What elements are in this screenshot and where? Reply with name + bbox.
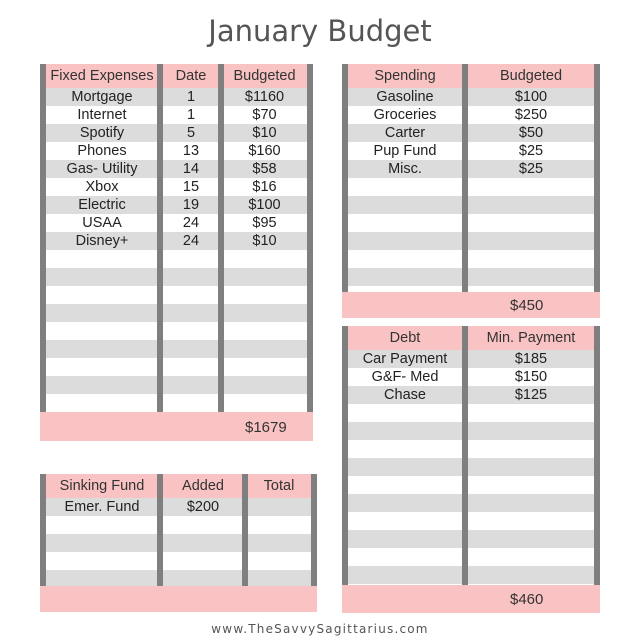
table-cell: Electric (78, 197, 126, 213)
fixed-total: $1679 (245, 419, 287, 436)
row-stripe (342, 268, 600, 286)
table-footer (342, 585, 600, 613)
website-footer: www.TheSavvySagittarius.com (211, 622, 429, 636)
table-footer (342, 292, 600, 318)
row-stripe (40, 286, 313, 304)
table-footer (40, 586, 317, 612)
header-budgeted: Budgeted (499, 68, 563, 84)
row-stripe (342, 422, 600, 440)
debt-table (342, 326, 600, 613)
table-cell: Disney+ (75, 233, 129, 249)
column-divider (40, 474, 46, 586)
header-date: Date (175, 68, 207, 84)
column-divider (311, 474, 317, 586)
table-cell: $95 (252, 215, 277, 231)
table-cell: 15 (182, 179, 200, 195)
table-cell: Mortgage (71, 89, 133, 105)
debt-total: $460 (510, 591, 544, 608)
row-stripe (342, 548, 600, 566)
header-added: Added (182, 478, 224, 494)
row-stripe (40, 552, 317, 570)
table-cell: Misc. (388, 161, 422, 177)
fixed-expenses-table (40, 64, 313, 441)
header-spending: Spending (374, 68, 436, 84)
column-divider (307, 64, 313, 412)
row-stripe (342, 458, 600, 476)
table-cell: $200 (186, 499, 220, 515)
table-header (342, 326, 600, 350)
table-header (40, 474, 317, 498)
column-divider (242, 474, 248, 586)
table-cell: Xbox (85, 179, 119, 195)
table-cell: $150 (514, 369, 548, 385)
table-cell: $100 (248, 197, 281, 213)
table-cell: $100 (514, 89, 548, 105)
table-cell: 19 (182, 197, 200, 213)
table-cell: $250 (514, 107, 548, 123)
table-cell: 1 (186, 89, 196, 105)
table-cell: G&F- Med (371, 369, 439, 385)
row-stripe (342, 196, 600, 214)
row-stripe (40, 570, 317, 586)
table-cell: 13 (182, 143, 200, 159)
header-debt: Debt (389, 330, 421, 346)
sinking-fund-table (40, 474, 317, 612)
table-cell: $58 (252, 161, 277, 177)
row-stripe (342, 476, 600, 494)
header-budgeted: Budgeted (233, 68, 296, 84)
table-cell: Groceries (373, 107, 437, 123)
header-fixed-expenses: Fixed Expenses (50, 68, 154, 84)
row-stripe (40, 322, 313, 340)
row-stripe (342, 214, 600, 232)
row-stripe (342, 494, 600, 512)
spending-total: $450 (510, 297, 544, 314)
table-cell: $25 (518, 143, 544, 159)
column-divider (157, 474, 163, 586)
table-cell: $185 (514, 351, 548, 367)
table-cell: Pup Fund (373, 143, 437, 159)
table-cell: $160 (248, 143, 281, 159)
table-cell: $1160 (244, 89, 285, 105)
table-cell: $125 (514, 387, 548, 403)
header-total: Total (263, 478, 295, 494)
table-cell: Chase (384, 387, 426, 403)
row-stripe (342, 232, 600, 250)
table-cell: Car Payment (362, 351, 448, 367)
table-cell: $10 (252, 125, 277, 141)
row-stripe (40, 304, 313, 322)
table-cell: 14 (182, 161, 200, 177)
header-min-payment: Min. Payment (486, 330, 576, 346)
table-cell: 5 (186, 125, 196, 141)
table-cell: $10 (252, 233, 277, 249)
page-title: January Budget (208, 14, 432, 48)
row-stripe (40, 340, 313, 358)
table-cell: $25 (518, 161, 544, 177)
row-stripe (342, 440, 600, 458)
spending-table (342, 64, 600, 318)
row-stripe (342, 566, 600, 584)
table-cell: 24 (182, 215, 200, 231)
table-cell: USAA (82, 215, 122, 231)
table-cell: Gas- Utility (66, 161, 138, 177)
table-header (342, 64, 600, 88)
row-stripe (342, 512, 600, 530)
row-stripe (40, 394, 313, 412)
row-stripe (342, 530, 600, 548)
table-cell: Spotify (79, 125, 125, 141)
table-cell: 1 (186, 107, 196, 123)
row-stripe (40, 250, 313, 268)
table-header (40, 64, 313, 88)
table-cell: $16 (252, 179, 277, 195)
row-stripe (40, 516, 317, 534)
table-cell: Phones (77, 143, 127, 159)
table-cell: Gasoline (376, 89, 434, 105)
row-stripe (40, 268, 313, 286)
row-stripe (40, 358, 313, 376)
row-stripe (342, 178, 600, 196)
table-cell: $70 (252, 107, 277, 123)
table-cell: Emer. Fund (64, 499, 140, 515)
table-cell: Carter (384, 125, 426, 141)
table-cell: Internet (77, 107, 127, 123)
row-stripe (40, 534, 317, 552)
header-sinking-fund: Sinking Fund (59, 478, 145, 494)
table-cell: 24 (182, 233, 200, 249)
table-cell: $50 (518, 125, 544, 141)
row-stripe (342, 404, 600, 422)
row-stripe (342, 250, 600, 268)
row-stripe (40, 376, 313, 394)
